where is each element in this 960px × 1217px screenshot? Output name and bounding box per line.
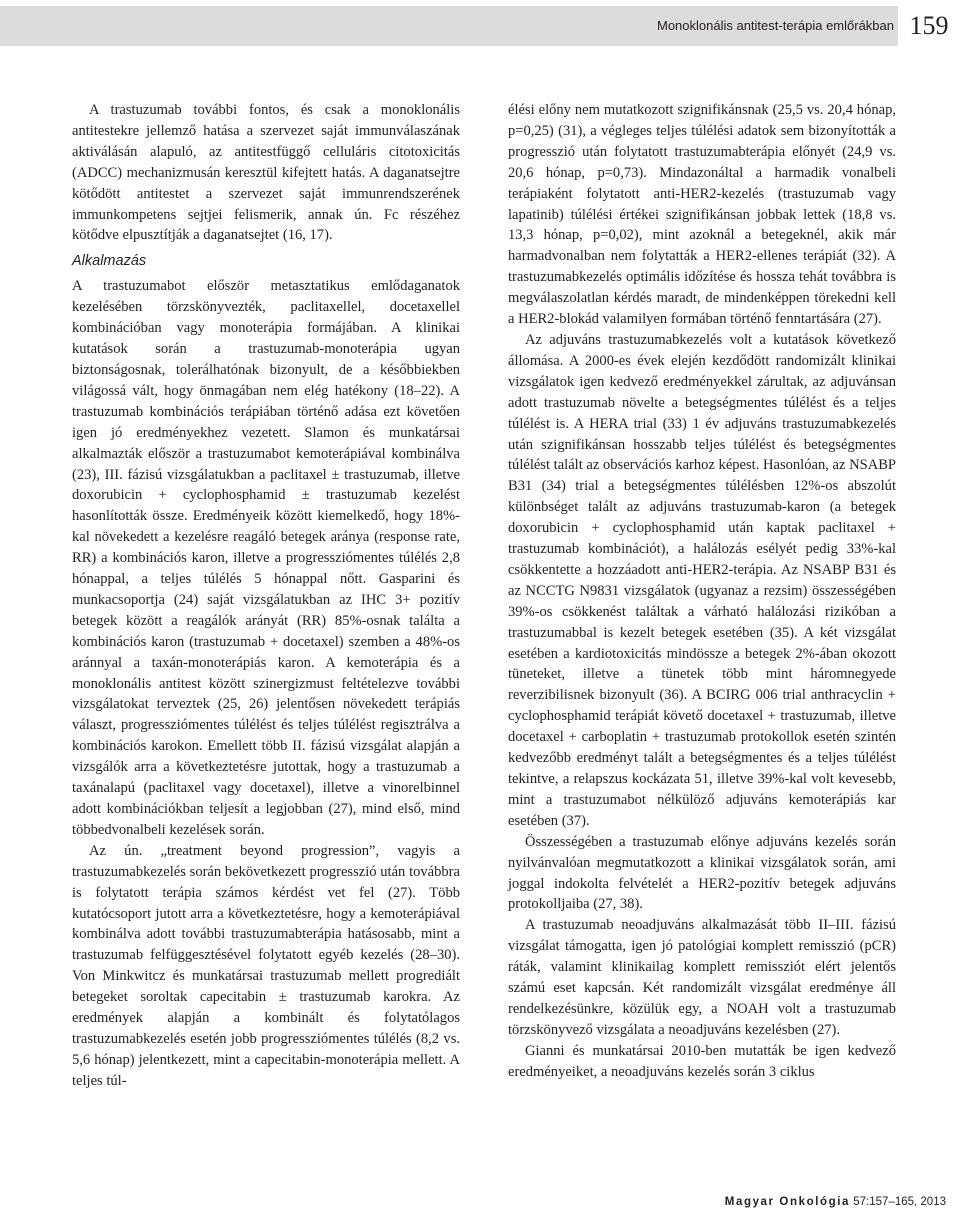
paragraph: Összességében a trastuzumab előnye adjuváns kezelés során nyilvánvalóan megmutatkozott a klinikai vizsgálatok során, ami joggal indokolta felvételét a HER2-pozitív betegek adjuváns protokolljaiba (27, 38).: [508, 833, 896, 913]
running-title: Monoklonális antitest-terápia emlőrákban: [656, 18, 894, 33]
section-heading: Alkalmazás: [72, 253, 147, 270]
journal-footer: [725, 1196, 946, 1210]
paragraph: élési előny nem mutatkozott szignifikánsnak (25,5 vs. 20,4 hónap, p=0,25) (31), a végleges teljes túlélési adatok sem bizonyították a progresszió után folytatott trastuzumabterápia előnyét (24,9 vs. 20,6 hónap, p=0,73). Mindazonáltal a harmadik vonalbeli terápiaként folytatott anti-HER2-kezelés (trastuzumab vagy lapatinib) túlélési értékei szignifikánsan jobbak lettek (18,8 vs. 13,3 hónap, p=0,02), mint azoknál a betegeknél, akik már harmadvonalban nem folytatták a HER2-ellenes terápiát (32). A trastuzumabkezelés optimális időzítése és hossza tehát továbbra is megválaszolatlan kérdés maradt, de mindenképpen törekedni kell a HER2-blokád valamilyen formában történő fenntartására (27).: [508, 102, 896, 328]
journal-name: Magyar Onkológia: [724, 1196, 851, 1208]
paragraph: A trastuzumab további fontos, és csak a monoklonális antitestekre jellemző hatása a szervezet saját immunválaszának aktiválásán alapuló, az antitestfüggő celluláris citotoxicitás (ADCC) mechanizmusán keresztül kifejtett hatás. A daganatsejtre kötődött antitestet a szervezet saját immunrendszerének immunkompetens sejtjei felismerik, annak ún. Fc részéhez kötődve elpusztítják a daganatsejtet (16, 17).: [72, 102, 460, 244]
paragraph: Az adjuváns trastuzumabkezelés volt a kutatások következő állomása. A 2000-es évek elején kezdődött randomizált klinikai vizsgálatok igen kedvező eredményekkel zárultak, az adjuvánsan adott trastuzumab növelte a betegségmentes túlélést és a teljes túlélést is. A HERA trial (33) 1 év adjuváns trastuzumabkezelés után szignifikánsan hosszabb teljes túlélést és betegségmentes túlélést talált az observációs karhoz képest. Hasonlóan, az NSABP B31 (34) trial a betegségmentes túlélésben 12%-os abszolút különbséget talált az adjuváns trastuzumab-karon (a betegek doxorubicin + cyclophosphamid után kaptak paclitaxel + trastuzumab kombinációt), a halálozás esélyét pedig 33%-kal csökkentette a hozzáadott anti-HER2-terápia. Az NSABP B31 és az NCCTG N9831 vizsgálatok (ugyanaz a rezsim) összességében 39%-os csökkenést találtak a várható halálozási rizikóban a trastuzumabbal is kezelt betegek esetében (35). A két vizsgálat esetében a kardiotoxicitás mindössze a betegek 2%-ában okozott tüneteket, illetve a tünetek több mint háromnegyede reverzibilisnek bizonyult (36). A BCIRG 006 trial anthracyclin + cyclophosphamid terápiát követő docetaxel + trastuzumab, illetve docetaxel + carboplatin + trastuzumab protokollok esetén szintén kedvezőbb eredményt talált a betegségmentes és a teljes túlélést tekintve, a relapszus kockázata 51, illetve 39%-kal volt kevesebb, mint a trastuzumabot nélkülöző adjuváns kemoterápiás kar esetében (37).: [508, 331, 896, 829]
running-header: [0, 0, 960, 52]
paragraph: A trastuzumabot először metasztatikus emlődaganatok kezelésében törzskönyvezték, paclitaxellel, docetaxellel kombinációban vagy monoterápia formájában. A klinikai kutatások során a trastuzumab-monoterápia ugyan biztonságosnak, tolerálhatónak bizonyult, de a későbbiekben világossá vált, hogy önmagában nem elég hatékony (18–22). A trastuzumab kombinációs terápiában történő adása ezt követően igen jó eredményekhez vezetett. Slamon és munkatársai alkalmazták először a trastuzumabot kemoterápiával kombinálva (23), III. fázisú vizsgálatukban a paclitaxel ± trastuzumab, illetve doxorubicin + cyclophosphamid ± trastuzumab kezelést hasonlították össze. Eredményeik között kiemelkedő, hogy 18%-kal növekedett a kezelésre reagáló betegek aránya (response rate, RR) a kombinációs karon, illetve a progressziómentes túlélés 2,8 hónappal, a teljes túlélés 5 hónappal nőtt. Gasparini és munkacsoportja (24) saját vizsgálatukban az IHC 3+ pozitív betegek között a reagálók arányát (RR) 85%-osnak találta a kombinációs karon (trastuzumab + docetaxel) szemben a 48%-os aránnyal a taxán-monoterápiás karon. A kemoterápia és a monoklonális antitest között szinergizmust feltételezve további vizsgálatokat terveztek (25, 26) jelentősen növekedett terápiás választ, progressziómentes túlélést és teljes túlélést regisztrálva a kombinációs karokon. Emellett több II. fázisú vizsgálat alapján a vizsgálók arra a következtetésre jutottak, hogy a trastuzumab a taxánalapú (paclitaxel vagy docetaxel), illetve a vinorelbinnel adott kombinációkban teljesít a legjobban (27), mind első, mind többedvonalbeli kezelések során.: [72, 278, 460, 838]
journal-citation: 57:157–165, 2013: [853, 1196, 946, 1208]
left-column: [72, 100, 460, 1092]
right-column: [508, 100, 896, 1083]
paragraph: A trastuzumab neoadjuváns alkalmazását több II–III. fázisú vizsgálat támogatta, igen jó patológiai komplett remisszió (pCR) ráták, valamint klinikailag komplett remissziót elért jelentős számú eset kapcsán. Két randomizált vizsgálat eredménye áll rendelkezésünkre, közülük egy, a NOAH volt a trastuzumab törzskönyvező vizsgálata a neoadjuváns kezelésben (27).: [508, 917, 896, 1038]
page-number: 159: [909, 11, 949, 40]
paragraph: Az ún. „treatment beyond progression”, vagyis a trastuzumabkezelés során bekövetkezett progresszió után továbbra is folytatott terápia számos kérdést vet fel (27). Több kutatócsoport jutott arra a következtetésre, hogy a kemoterápiával kombinálva adott további trastuzumabterápia hatásosabb, mint a trastuzumab felfüggesztésével folytatott egyéb kezelés (28–30). Von Minkwitcz és munkatársai trastuzumab mellett progrediált betegeket soroltak capecitabin ± trastuzumab karokra. Az eredmények alapján a kombinált és folytatólagos trastuzumabkezelés esetén jobb progressziómentes túlélés (8,2 vs. 5,6 hónap) jelentkezett, mint a capecitabin-monoterápia mellett. A teljes túl-: [72, 842, 460, 1089]
paragraph: Gianni és munkatársai 2010-ben mutatták be igen kedvező eredményeiket, a neoadjuváns kezelés során 3 ciklus: [508, 1042, 896, 1080]
